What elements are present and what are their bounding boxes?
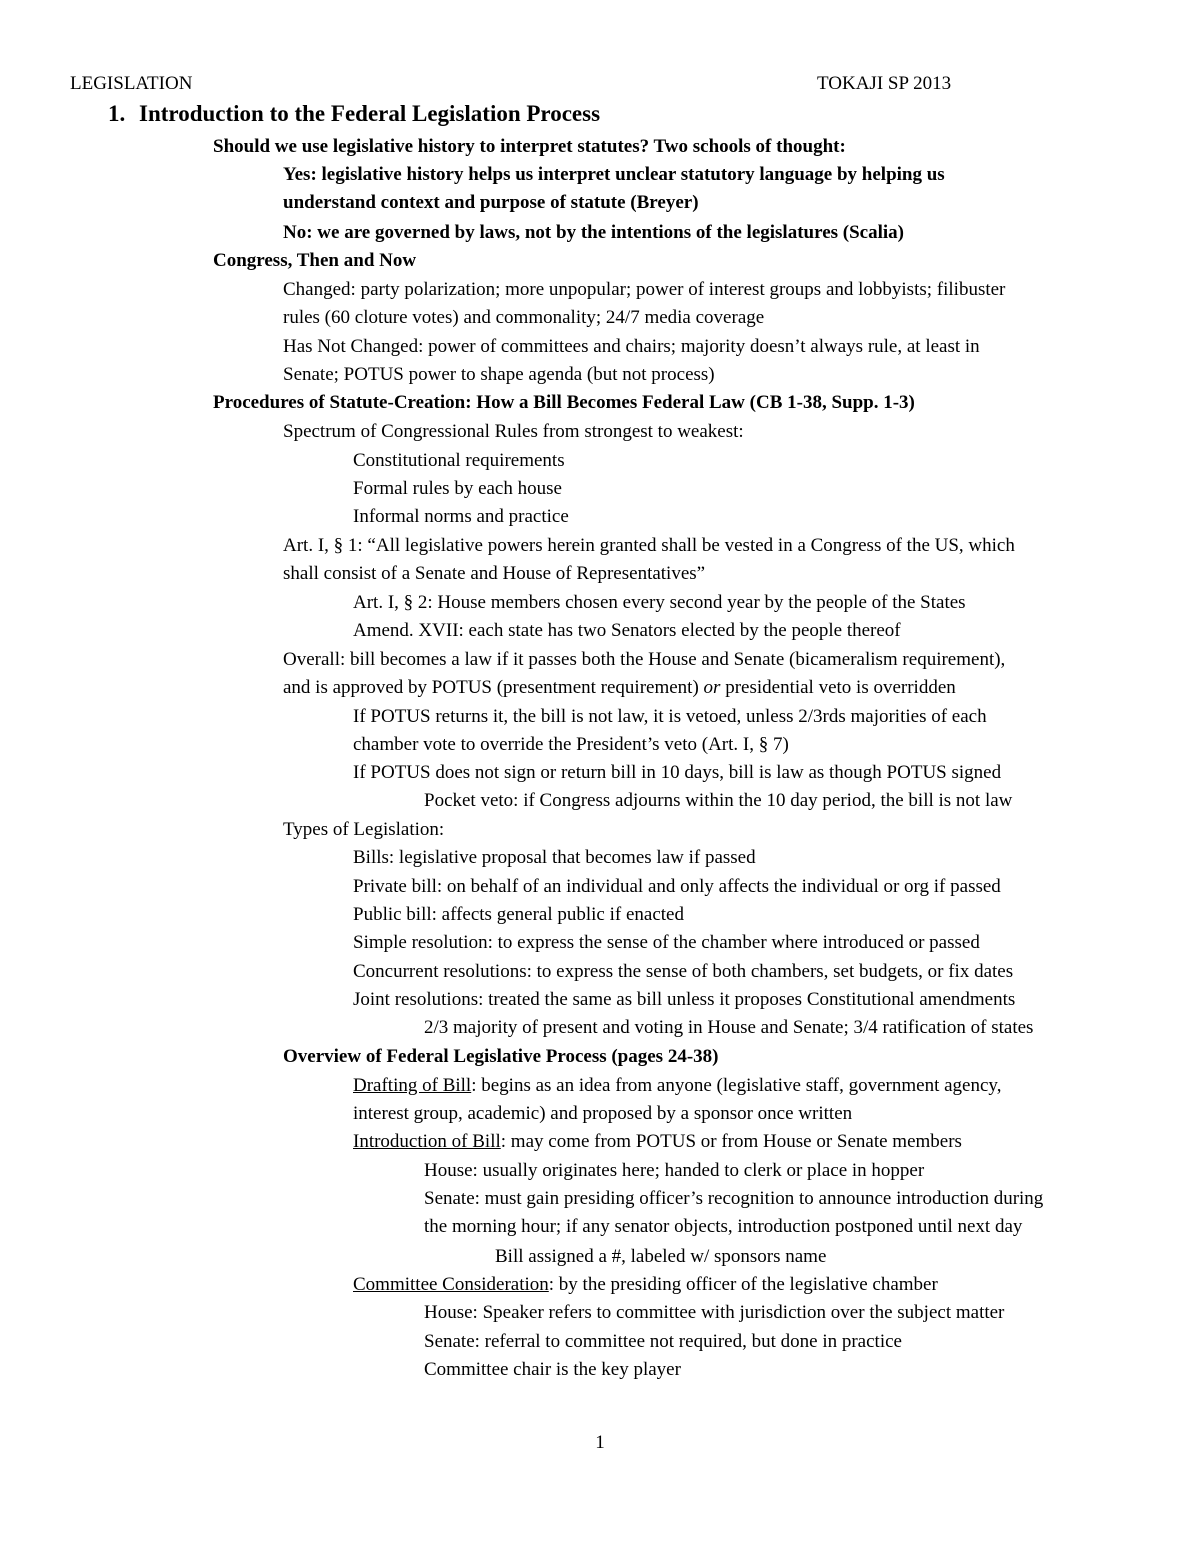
outline-text: Constitutional requirements: [353, 450, 565, 471]
outline-text: If POTUS returns it, the bill is not law, it is vetoed, unless 2/3rds majorities of each: [353, 706, 987, 727]
underlined-heading: Drafting of Bill: [353, 1075, 472, 1096]
outline-text: Public bill: affects general public if enacted: [353, 904, 684, 925]
outline-text: Introduction of Bill: may come from POTUS or from House or Senate members: [353, 1131, 962, 1152]
outline-text: Simple resolution: to express the sense of the chamber where introduced or passed: [353, 932, 980, 953]
outline-text: Senate: must gain presiding officer’s recognition to announce introduction during: [424, 1188, 1044, 1209]
section-title-text: Introduction to the Federal Legislation Process: [139, 101, 601, 126]
outline-text: House: usually originates here; handed to clerk or place in hopper: [424, 1160, 925, 1181]
outline-text: and is approved by POTUS (presentment requirement) or presidential veto is overridden: [283, 677, 956, 698]
page-number: 1: [595, 1432, 605, 1453]
outline-text: Joint resolutions: treated the same as bill unless it proposes Constitutional amendments: [353, 989, 1016, 1010]
outline-text: Bill assigned a #, labeled w/ sponsors name: [495, 1246, 827, 1267]
outline-text: shall consist of a Senate and House of Representatives”: [283, 563, 706, 584]
outline-text: Art. I, § 1: “All legislative powers herein granted shall be vested in a Congress of the US, which: [283, 535, 1015, 556]
outline-text: If POTUS does not sign or return bill in 10 days, bill is law as though POTUS signed: [353, 762, 1002, 783]
outline-text: Should we use legislative history to interpret statutes? Two schools of thought:: [213, 136, 846, 157]
outline-text: Procedures of Statute-Creation: How a Bill Becomes Federal Law (CB 1-38, Supp. 1-3): [213, 392, 915, 413]
outline-text: Drafting of Bill: begins as an idea from anyone (legislative staff, government agency,: [353, 1075, 1002, 1096]
outline-text: Bills: legislative proposal that becomes law if passed: [353, 847, 756, 868]
section-number: 1.: [108, 101, 126, 126]
section-title: [108, 102, 600, 126]
outline-text: Pocket veto: if Congress adjourns within the 10 day period, the bill is not law: [424, 790, 1013, 811]
outline-text: Congress, Then and Now: [213, 250, 417, 271]
outline-text: Types of Legislation:: [283, 819, 445, 840]
outline-text: No: we are governed by laws, not by the intentions of the legislatures (Scalia): [283, 222, 904, 243]
outline-text: Committee Consideration: by the presiding officer of the legislative chamber: [353, 1274, 938, 1295]
outline-text: Spectrum of Congressional Rules from strongest to weakest:: [283, 421, 744, 442]
outline-text: Senate; POTUS power to shape agenda (but not process): [283, 364, 715, 385]
outline-text: rules (60 cloture votes) and commonality; 24/7 media coverage: [283, 307, 765, 328]
outline-text: Overview of Federal Legislative Process (pages 24-38): [283, 1046, 719, 1067]
outline-text: Senate: referral to committee not required, but done in practice: [424, 1331, 902, 1352]
outline-text: Art. I, § 2: House members chosen every second year by the people of the States: [353, 592, 966, 613]
outline-text: Yes: legislative history helps us interpret unclear statutory language by helping us: [283, 164, 945, 185]
outline-text: Formal rules by each house: [353, 478, 562, 499]
outline-text: Overall: bill becomes a law if it passes both the House and Senate (bicameralism requirement),: [283, 649, 1006, 670]
underlined-heading: Committee Consideration: [353, 1274, 549, 1295]
outline-text: interest group, academic) and proposed by a sponsor once written: [353, 1103, 853, 1124]
header-right: TOKAJI SP 2013: [817, 73, 952, 94]
outline-text: House: Speaker refers to committee with jurisdiction over the subject matter: [424, 1302, 1005, 1323]
outline-text: the morning hour; if any senator objects, introduction postponed until next day: [424, 1216, 1023, 1237]
outline-text: Concurrent resolutions: to express the sense of both chambers, set budgets, or fix dates: [353, 961, 1014, 982]
outline-text: Private bill: on behalf of an individual and only affects the individual or org if passed: [353, 876, 1001, 897]
outline-text: Changed: party polarization; more unpopular; power of interest groups and lobbyists; filibuster: [283, 279, 1006, 300]
outline-text: Committee chair is the key player: [424, 1359, 681, 1380]
outline-text: 2/3 majority of present and voting in House and Senate; 3/4 ratification of states: [424, 1017, 1034, 1038]
header-left: LEGISLATION: [70, 73, 193, 94]
outline-text: Has Not Changed: power of committees and chairs; majority doesn’t always rule, at least in: [283, 336, 980, 357]
outline-text: Amend. XVII: each state has two Senators elected by the people thereof: [353, 620, 901, 641]
underlined-heading: Introduction of Bill: [353, 1131, 501, 1152]
italic-word: or: [703, 677, 721, 698]
outline-text: Informal norms and practice: [353, 506, 569, 527]
outline-text: understand context and purpose of statute (Breyer): [283, 192, 699, 213]
outline-text: chamber vote to override the President’s veto (Art. I, § 7): [353, 734, 789, 755]
